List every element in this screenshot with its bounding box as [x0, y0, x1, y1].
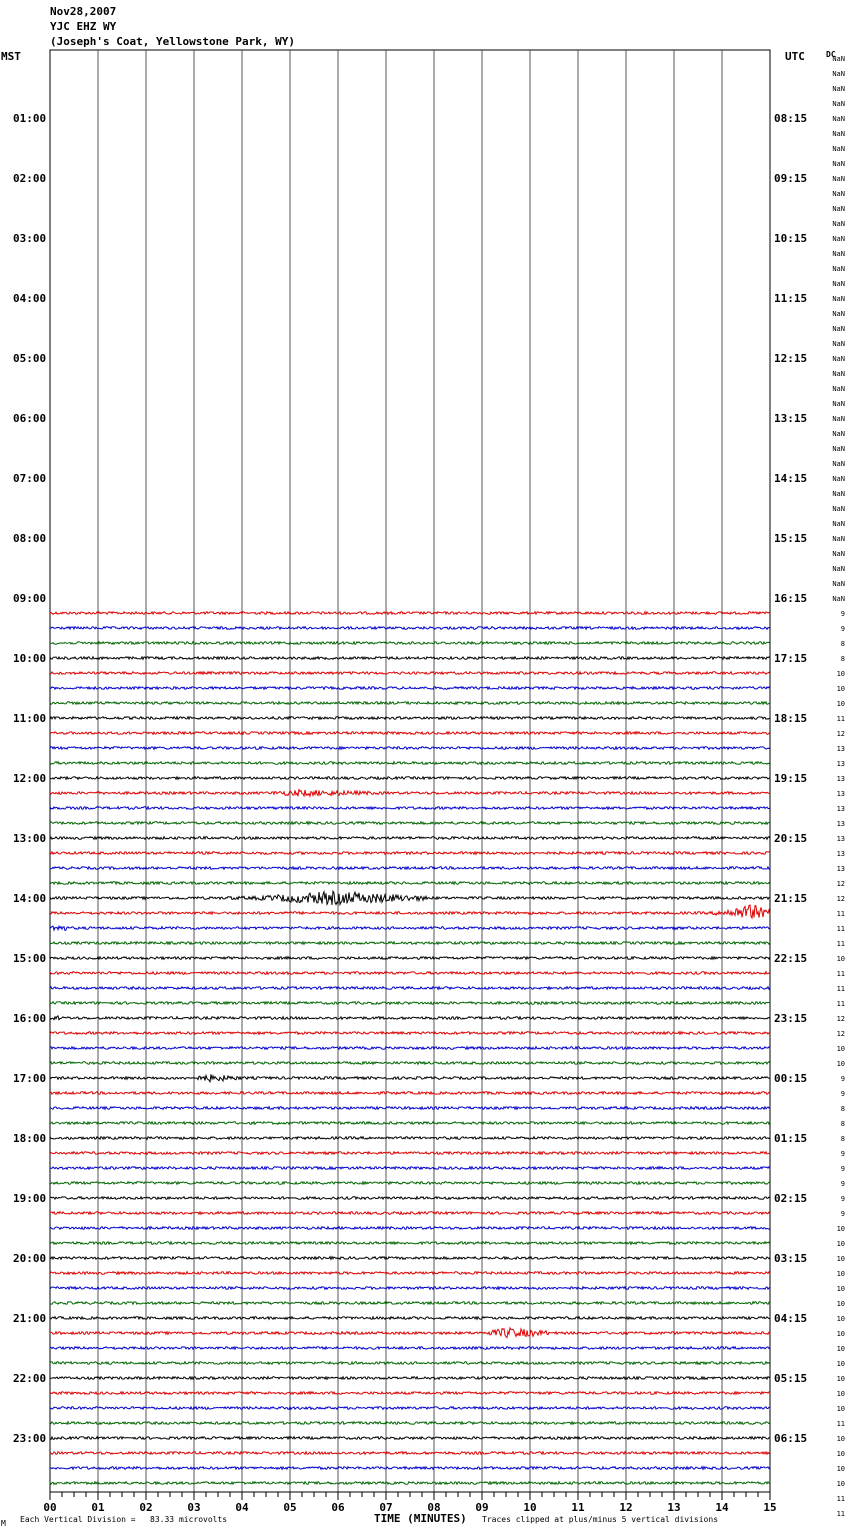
trace-line	[50, 1437, 770, 1440]
trace-line	[50, 1392, 770, 1395]
dc-value: NaN	[832, 430, 845, 438]
dc-value: 9	[840, 1075, 845, 1083]
dc-value: NaN	[832, 400, 845, 408]
hour-label-left: 04:00	[13, 292, 47, 305]
x-tick-label: 08	[427, 1501, 441, 1514]
hour-label-left: 19:00	[13, 1192, 47, 1205]
x-tick-label: 00	[43, 1501, 57, 1514]
trace-line	[50, 1212, 770, 1215]
hour-label-right: 12:15	[774, 352, 808, 365]
dc-value: 13	[836, 745, 845, 753]
trace-line	[50, 1227, 770, 1230]
trace-line	[50, 1002, 770, 1005]
dc-value: 9	[840, 1210, 845, 1218]
dc-value: 13	[836, 835, 845, 843]
trace-line	[50, 1074, 770, 1082]
dc-value: 11	[836, 940, 845, 948]
dc-value: NaN	[832, 130, 845, 138]
trace-line	[50, 1377, 770, 1380]
trace-line	[50, 1347, 770, 1350]
dc-value: NaN	[832, 535, 845, 543]
clip-text: Traces clipped at plus/minus 5 vertical divisions	[482, 1515, 719, 1524]
hour-label-left: 14:00	[13, 892, 47, 905]
dc-value: NaN	[832, 55, 845, 63]
dc-value: 10	[836, 1330, 845, 1338]
dc-value: 9	[840, 1150, 845, 1158]
dc-value: 12	[836, 880, 845, 888]
hour-label-right: 03:15	[774, 1252, 808, 1265]
trace-line	[50, 717, 770, 720]
x-tick-label: 02	[139, 1501, 153, 1514]
dc-value: NaN	[832, 445, 845, 453]
trace-line	[50, 1016, 770, 1020]
trace-line	[50, 1362, 770, 1365]
dc-value: 10	[836, 1375, 845, 1383]
hour-label-right: 16:15	[774, 592, 808, 605]
header-station: YJC EHZ WY	[50, 20, 117, 33]
dc-value: 10	[836, 1285, 845, 1293]
hour-label-left: 23:00	[13, 1432, 47, 1445]
dc-value: NaN	[832, 595, 845, 603]
hour-label-right: 04:15	[774, 1312, 808, 1325]
x-tick-label: 11	[571, 1501, 585, 1514]
trace-line	[50, 1047, 770, 1050]
hour-label-right: 09:15	[774, 172, 808, 185]
trace-line	[50, 612, 770, 615]
x-tick-label: 06	[331, 1501, 345, 1514]
dc-value: NaN	[832, 460, 845, 468]
hour-label-left: 10:00	[13, 652, 47, 665]
hour-label-left: 01:00	[13, 112, 47, 125]
trace-line	[50, 1197, 770, 1200]
trace-line	[50, 972, 770, 975]
dc-value: 11	[836, 985, 845, 993]
trace-line	[50, 822, 770, 825]
dc-value: 8	[840, 655, 845, 663]
dc-value: NaN	[832, 340, 845, 348]
dc-value: NaN	[832, 490, 845, 498]
dc-value: NaN	[832, 325, 845, 333]
trace-line	[50, 1107, 770, 1110]
trace-line	[50, 926, 770, 930]
dc-value: NaN	[832, 310, 845, 318]
hour-label-right: 08:15	[774, 112, 808, 125]
dc-value: 13	[836, 850, 845, 858]
trace-line	[50, 1137, 770, 1140]
trace-line	[50, 837, 770, 840]
hour-label-right: 06:15	[774, 1432, 808, 1445]
dc-value: NaN	[832, 370, 845, 378]
dc-value: 11	[836, 910, 845, 918]
hour-label-right: 13:15	[774, 412, 808, 425]
trace-line	[50, 1062, 770, 1065]
dc-value: 10	[836, 670, 845, 678]
hour-label-left: 20:00	[13, 1252, 47, 1265]
dc-value: 9	[840, 1165, 845, 1173]
trace-line	[50, 942, 770, 945]
hour-label-left: 17:00	[13, 1072, 47, 1085]
dc-value: 9	[840, 1195, 845, 1203]
dc-value: NaN	[832, 415, 845, 423]
dc-value: 10	[836, 1345, 845, 1353]
dc-value: 8	[840, 1135, 845, 1143]
dc-value: NaN	[832, 280, 845, 288]
dc-value: NaN	[832, 220, 845, 228]
trace-line	[50, 702, 770, 705]
x-tick-label: 10	[523, 1501, 537, 1514]
trace-line	[50, 867, 770, 870]
trace-line	[50, 905, 770, 918]
dc-value: NaN	[832, 115, 845, 123]
trace-line	[50, 882, 770, 885]
hour-label-left: 03:00	[13, 232, 47, 245]
x-tick-label: 13	[667, 1501, 681, 1514]
dc-value: 10	[836, 1060, 845, 1068]
dc-value: NaN	[832, 70, 845, 78]
dc-value: 12	[836, 895, 845, 903]
dc-value: 13	[836, 865, 845, 873]
hour-label-right: 02:15	[774, 1192, 808, 1205]
trace-line	[50, 1092, 770, 1095]
dc-value: 9	[840, 625, 845, 633]
hour-label-left: 06:00	[13, 412, 47, 425]
dc-value: 10	[836, 1255, 845, 1263]
trace-line	[50, 1257, 770, 1260]
dc-value: 8	[840, 1120, 845, 1128]
corner-mark: M	[1, 1519, 6, 1528]
trace-line	[50, 1467, 770, 1470]
x-tick-label: 07	[379, 1501, 393, 1514]
hour-label-right: 10:15	[774, 232, 808, 245]
dc-value: 10	[836, 1405, 845, 1413]
hour-label-left: 18:00	[13, 1132, 47, 1145]
dc-value: 10	[836, 1240, 845, 1248]
dc-value: 12	[836, 1015, 845, 1023]
x-tick-label: 01	[91, 1501, 105, 1514]
x-tick-label: 09	[475, 1501, 489, 1514]
dc-value: 10	[836, 700, 845, 708]
hour-label-left: 16:00	[13, 1012, 47, 1025]
x-axis-title: TIME (MINUTES)	[374, 1512, 467, 1525]
trace-line	[50, 732, 770, 735]
dc-value: 13	[836, 805, 845, 813]
dc-value: 8	[840, 640, 845, 648]
trace-line	[50, 687, 770, 690]
hour-label-right: 15:15	[774, 532, 808, 545]
dc-value: 11	[836, 925, 845, 933]
trace-line	[50, 642, 770, 645]
trace-line	[50, 790, 770, 797]
header-location: (Joseph's Coat, Yellowstone Park, WY)	[50, 35, 296, 48]
dc-value: NaN	[832, 265, 845, 273]
hour-label-left: 08:00	[13, 532, 47, 545]
trace-line	[50, 852, 770, 855]
dc-value: 11	[836, 970, 845, 978]
dc-value: 10	[836, 1465, 845, 1473]
dc-value: NaN	[832, 160, 845, 168]
trace-line	[50, 1317, 770, 1320]
dc-value: NaN	[832, 85, 845, 93]
hour-label-right: 11:15	[774, 292, 808, 305]
scale-text: Each Vertical Division = 83.33 microvolts	[20, 1515, 228, 1524]
dc-value: NaN	[832, 205, 845, 213]
trace-line	[50, 957, 770, 960]
hour-label-right: 14:15	[774, 472, 808, 485]
dc-value: 9	[840, 1090, 845, 1098]
dc-value: 10	[836, 1435, 845, 1443]
hour-label-right: 00:15	[774, 1072, 808, 1085]
trace-line	[50, 1122, 770, 1125]
dc-value: 13	[836, 775, 845, 783]
trace-line	[50, 1167, 770, 1170]
trace-line	[50, 627, 770, 630]
dc-value: NaN	[832, 145, 845, 153]
hour-label-left: 21:00	[13, 1312, 47, 1325]
trace-line	[50, 1452, 770, 1455]
trace-line	[50, 672, 770, 675]
hour-label-left: 13:00	[13, 832, 47, 845]
hour-label-left: 15:00	[13, 952, 47, 965]
hour-label-right: 20:15	[774, 832, 808, 845]
dc-value: 10	[836, 1300, 845, 1308]
dc-value: 13	[836, 790, 845, 798]
trace-line	[50, 1482, 770, 1485]
hour-label-right: 01:15	[774, 1132, 808, 1145]
dc-value: NaN	[832, 385, 845, 393]
dc-value: 10	[836, 1270, 845, 1278]
dc-value: NaN	[832, 550, 845, 558]
dc-value: 10	[836, 685, 845, 693]
hour-label-left: 22:00	[13, 1372, 47, 1385]
dc-value: NaN	[832, 475, 845, 483]
dc-value: 9	[840, 610, 845, 618]
dc-value: NaN	[832, 580, 845, 588]
trace-line	[50, 762, 770, 765]
dc-value: 10	[836, 1045, 845, 1053]
trace-line	[50, 1407, 770, 1410]
dc-value: 11	[836, 1000, 845, 1008]
right-zone-label: UTC	[785, 50, 805, 63]
trace-line	[50, 891, 770, 905]
hour-label-right: 17:15	[774, 652, 808, 665]
dc-value: NaN	[832, 520, 845, 528]
hour-label-right: 19:15	[774, 772, 808, 785]
dc-value: NaN	[832, 100, 845, 108]
dc-value: 10	[836, 1360, 845, 1368]
plot-frame	[50, 50, 770, 1492]
trace-line	[50, 1032, 770, 1035]
dc-value: 12	[836, 730, 845, 738]
dc-value: 10	[836, 1225, 845, 1233]
header-date: Nov28,2007	[50, 5, 117, 18]
dc-value: 12	[836, 1030, 845, 1038]
dc-value: NaN	[832, 295, 845, 303]
dc-value: 13	[836, 760, 845, 768]
dc-value: 10	[836, 1450, 845, 1458]
hour-label-right: 18:15	[774, 712, 808, 725]
dc-value: 8	[840, 1105, 845, 1113]
left-zone-label: MST	[1, 50, 21, 63]
dc-value: 10	[836, 1315, 845, 1323]
trace-line	[50, 807, 770, 810]
trace-line	[50, 1328, 770, 1338]
dc-value: NaN	[832, 175, 845, 183]
hour-label-left: 02:00	[13, 172, 47, 185]
trace-line	[50, 657, 770, 660]
dc-label: DC	[826, 50, 836, 59]
x-tick-label: 03	[187, 1501, 201, 1514]
x-tick-label: 05	[283, 1501, 297, 1514]
dc-value: 9	[840, 1180, 845, 1188]
hour-label-right: 23:15	[774, 1012, 808, 1025]
dc-value: 10	[836, 1480, 845, 1488]
hour-label-left: 09:00	[13, 592, 47, 605]
dc-value: 10	[836, 1390, 845, 1398]
trace-line	[50, 1152, 770, 1155]
trace-line	[50, 1302, 770, 1305]
hour-label-left: 11:00	[13, 712, 47, 725]
x-tick-label: 14	[715, 1501, 729, 1514]
trace-line	[50, 987, 770, 990]
dc-value: NaN	[832, 235, 845, 243]
trace-line	[50, 747, 770, 750]
x-tick-label: 15	[763, 1501, 777, 1514]
hour-label-right: 05:15	[774, 1372, 808, 1385]
dc-value: 11	[836, 1495, 845, 1503]
dc-value: NaN	[832, 505, 845, 513]
x-tick-label: 12	[619, 1501, 633, 1514]
dc-value: NaN	[832, 355, 845, 363]
trace-line	[50, 1422, 770, 1425]
trace-line	[50, 1242, 770, 1245]
trace-line	[50, 777, 770, 780]
hour-label-left: 12:00	[13, 772, 47, 785]
trace-line	[50, 1272, 770, 1275]
dc-value: 13	[836, 820, 845, 828]
x-tick-label: 04	[235, 1501, 249, 1514]
trace-line	[50, 1182, 770, 1185]
dc-value: 11	[836, 1420, 845, 1428]
dc-value: 11	[836, 715, 845, 723]
dc-value: NaN	[832, 190, 845, 198]
hour-label-left: 05:00	[13, 352, 47, 365]
hour-label-left: 07:00	[13, 472, 47, 485]
trace-line	[50, 1287, 770, 1290]
hour-label-right: 21:15	[774, 892, 808, 905]
dc-value: NaN	[832, 565, 845, 573]
dc-value: NaN	[832, 250, 845, 258]
dc-value: 11	[836, 1510, 845, 1518]
hour-label-right: 22:15	[774, 952, 808, 965]
dc-value: 10	[836, 955, 845, 963]
